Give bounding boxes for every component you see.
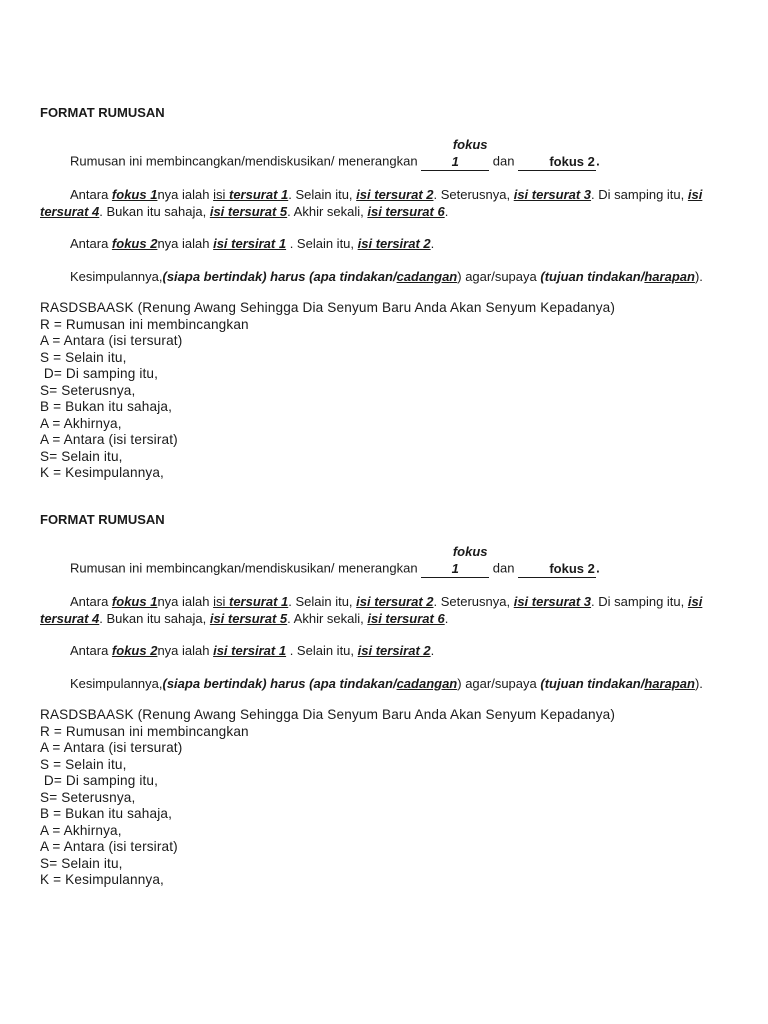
fokus-1-paragraph: Antara fokus 1nya ialah isi tersurat 1. Selain itu, isi tersurat 2. Seterusnya, isi tersurat 3. Di samping itu, isi tersurat 4. Bukan itu sahaja, isi tersurat 5. Akhir sekali, isi tersurat 6.: [40, 187, 703, 219]
mnemonic-item: D= Di samping itu,: [40, 773, 159, 788]
mnemonic-item: S= Selain itu,: [40, 448, 123, 464]
fokus-1-paragraph: Antara fokus 1nya ialah isi tersurat 1. Selain itu, isi tersurat 2. Seterusnya, isi tersurat 3. Di samping itu, isi tersurat 4. Bukan itu sahaja, isi tersurat 5. Akhir sekali, isi tersurat 6.: [40, 594, 703, 626]
section-title: FORMAT RUMUSAN: [40, 105, 165, 120]
mnemonic-item: D= Di samping itu,: [40, 366, 159, 381]
mnemonic-item: A = Akhirnya,: [40, 415, 122, 431]
blank-fokus-2: fokus 2: [518, 154, 596, 172]
mnemonic-title: RASDSBAASK (Renung Awang Sehingga Dia Senyum Baru Anda Akan Senyum Kepadanya): [40, 707, 616, 722]
mnemonic-item: A = Akhirnya,: [40, 822, 122, 838]
mnemonic-item: A = Antara (isi tersirat): [40, 839, 178, 854]
mnemonic-item: S = Selain itu,: [40, 756, 127, 772]
blank-fokus-2: fokus 2: [518, 561, 596, 579]
mnemonic-list: [40, 300, 730, 482]
mnemonic-item: K = Kesimpulannya,: [40, 872, 164, 887]
intro-paragraph: Rumusan ini membincangkan/mendiskusikan/ menerangkan fokus 1 dan fokus 2.: [40, 544, 730, 578]
mnemonic-item: B = Bukan itu sahaja,: [40, 806, 172, 821]
mnemonic-title: RASDSBAASK (Renung Awang Sehingga Dia Senyum Baru Anda Akan Senyum Kepadanya): [40, 300, 616, 315]
kesimpulan-paragraph: Kesimpulannya,(siapa bertindak) harus (apa tindakan/cadangan) agar/supaya (tujuan tindakan/harapan).: [70, 675, 703, 691]
mnemonic-item: S = Selain itu,: [40, 349, 127, 365]
mnemonic-item: R = Rumusan ini membincangkan: [40, 316, 249, 332]
format-section-2: [40, 511, 730, 889]
intro-paragraph: Rumusan ini membincangkan/mendiskusikan/ menerangkan fokus 1 dan fokus 2.: [40, 137, 730, 171]
mnemonic-item: S= Seterusnya,: [40, 382, 136, 398]
fokus-2-paragraph: Antara fokus 2nya ialah isi tersirat 1 . Selain itu, isi tersirat 2.: [70, 643, 435, 658]
format-section-1: [40, 104, 730, 482]
mnemonic-item: A = Antara (isi tersurat): [40, 740, 183, 755]
blank-fokus-1: fokus 1: [421, 137, 489, 171]
mnemonic-item: B = Bukan itu sahaja,: [40, 399, 172, 414]
mnemonic-item: S= Selain itu,: [40, 855, 123, 871]
mnemonic-item: A = Antara (isi tersirat): [40, 432, 178, 447]
blank-fokus-1: fokus 1: [421, 544, 489, 578]
mnemonic-item: A = Antara (isi tersurat): [40, 333, 183, 348]
fokus-2-paragraph: Antara fokus 2nya ialah isi tersirat 1 . Selain itu, isi tersirat 2.: [70, 236, 435, 251]
mnemonic-list: [40, 707, 730, 889]
section-title: FORMAT RUMUSAN: [40, 512, 165, 527]
kesimpulan-paragraph: Kesimpulannya,(siapa bertindak) harus (apa tindakan/cadangan) agar/supaya (tujuan tindakan/harapan).: [70, 268, 703, 284]
mnemonic-item: S= Seterusnya,: [40, 789, 136, 805]
mnemonic-item: K = Kesimpulannya,: [40, 465, 164, 480]
mnemonic-item: R = Rumusan ini membincangkan: [40, 723, 249, 739]
